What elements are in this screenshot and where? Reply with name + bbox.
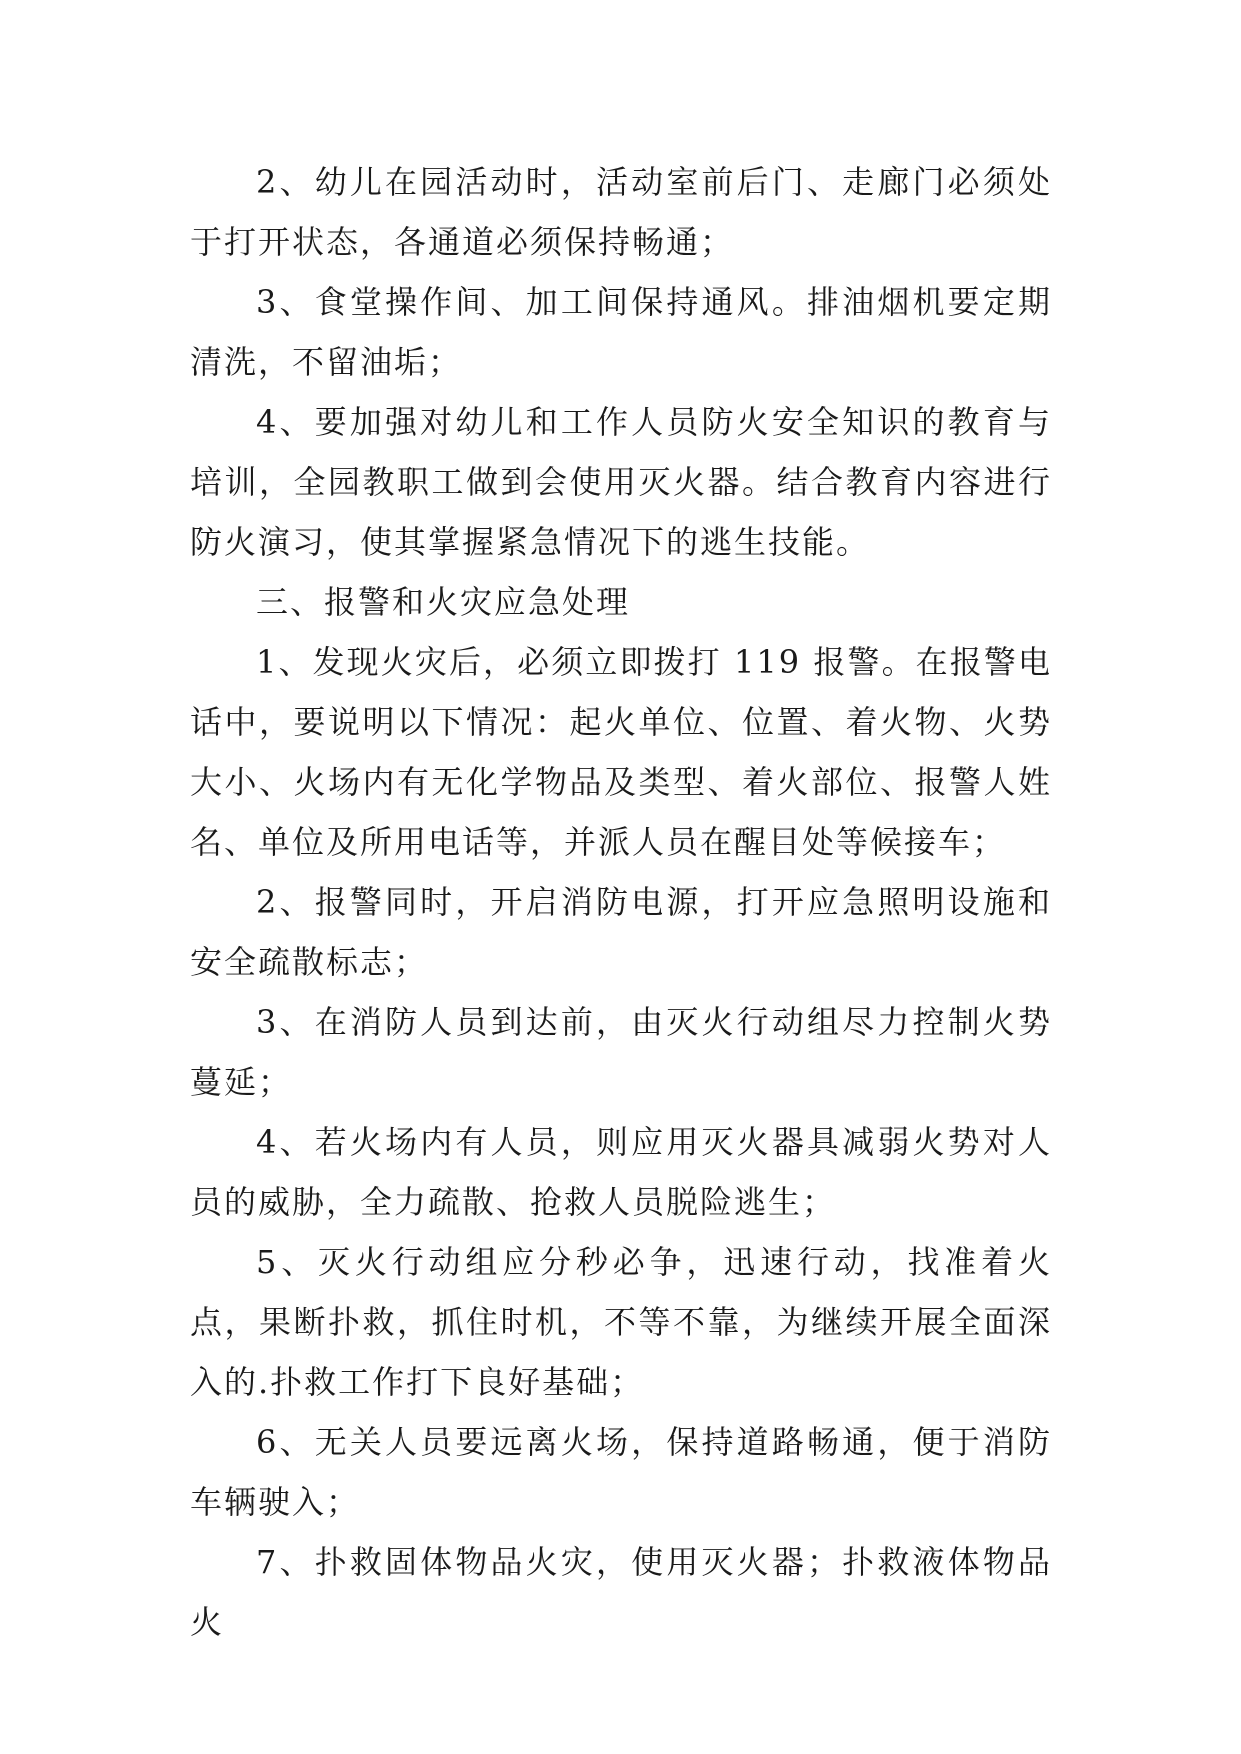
paragraph-item-7-solid-liquid-fire: 7、扑救固体物品火灾，使用灭火器；扑救液体物品火 (190, 1543, 1052, 1641)
paragraph-item-3-control-fire: 3、在消防人员到达前，由灭火行动组尽力控制火势蔓延； (190, 1003, 1052, 1101)
paragraph-item-3-kitchen-ventilation: 3、食堂操作间、加工间保持通风。排油烟机要定期清洗，不留油垢； (190, 283, 1052, 381)
paragraph-item-2-doors-open: 2、幼儿在园活动时，活动室前后门、走廊门必须处于打开状态，各通道必须保持畅通； (190, 163, 1052, 261)
paragraph-item-6-keep-road-clear: 6、无关人员要远离火场，保持道路畅通，便于消防车辆驶入； (190, 1423, 1052, 1521)
paragraph-item-1-call-119: 1、发现火灾后，必须立即拨打 119 报警。在报警电话中，要说明以下情况：起火单位、位置、着火物、火势大小、火场内有无化学物品及类型、着火部位、报警人姓名、单位及所用电话等，并派人员在醒目处等候接车； (190, 643, 1052, 861)
paragraph-item-4-evacuate-people: 4、若火场内有人员，则应用灭火器具减弱火势对人员的威胁，全力疏散、抢救人员脱险逃生； (190, 1123, 1052, 1221)
section-heading-alarm-and-emergency: 三、报警和火灾应急处理 (256, 583, 631, 621)
paragraph-item-5-firefighting-action: 5、灭火行动组应分秒必争，迅速行动，找准着火点，果断扑救，抓住时机，不等不靠，为继续开展全面深入的.扑救工作打下良好基础； (190, 1243, 1052, 1401)
paragraph-item-2-emergency-lighting: 2、报警同时，开启消防电源，打开应急照明设施和安全疏散标志； (190, 883, 1052, 981)
paragraph-item-4-fire-safety-training: 4、要加强对幼儿和工作人员防火安全知识的教育与培训，全园教职工做到会使用灭火器。结合教育内容进行防火演习，使其掌握紧急情况下的逃生技能。 (190, 403, 1052, 561)
document-body (190, 152, 1052, 1652)
